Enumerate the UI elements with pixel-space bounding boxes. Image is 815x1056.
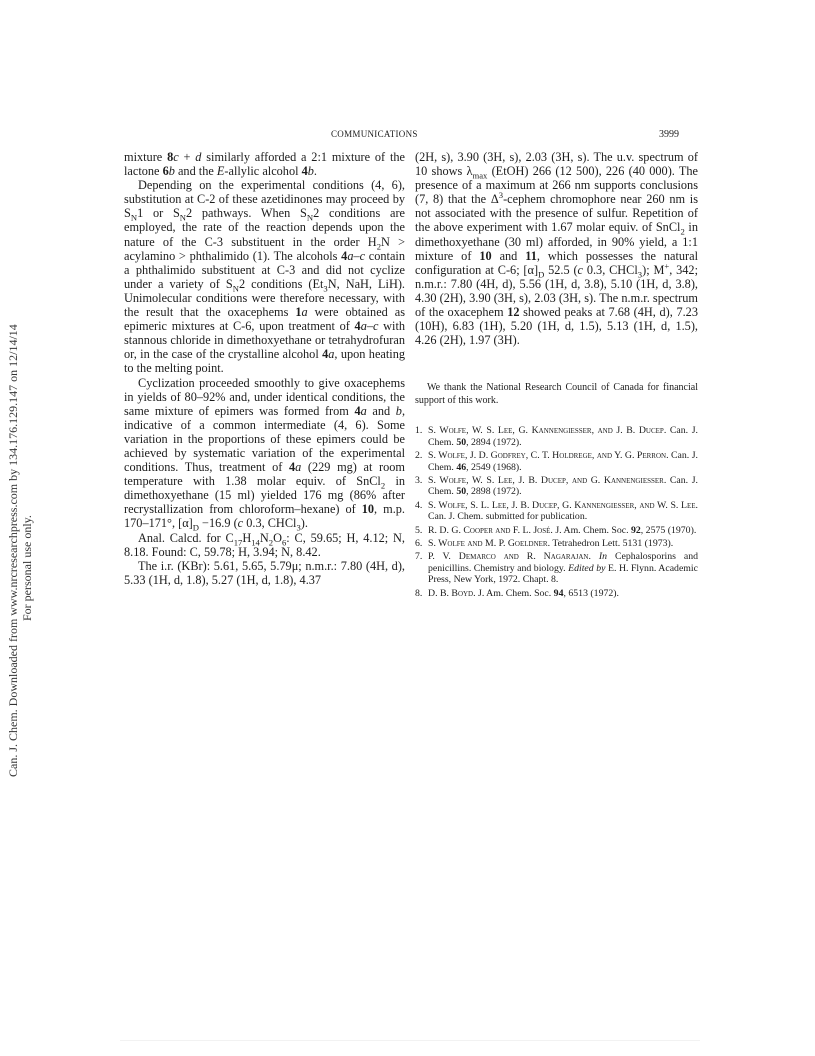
running-head: COMMUNICATIONS: [331, 129, 418, 139]
reference-item: 8. D. B. Boyd. J. Am. Chem. Soc. 94, 6513 (1972).: [415, 587, 619, 599]
paragraph: (2H, s), 3.90 (3H, s), 2.03 (3H, s). The u.v. spectrum of 10 shows $\lambda_{max}$ (EtOH) 266 (12 500), 226 (40 000). The presence of a maximum at 266 nm supports conclusions (7, 8) that the $\Delta^3$-cephem chromophore near 260 nm is not associated with the presence of sulfur. Repetition of the above experiment with 1.67 molar equiv. of SnCl$_2$ in dimethoxyethane (30 ml) afforded, in 90% yield, a 1:1 mixture of 10 and 11, which possesses the natural configuration at C-6; $[\alpha]_D$ 52.5 (c 0.3, CHCl$_3$); M+, 342; n.m.r.: 7.80 (4H, d), 5.56 (1H, d, 3.8), 5.10 (1H, d, 3.8), 4.30 (2H), 3.90 (3H, s), 2.03 (3H, s). The n.m.r. spectrum of the oxacephem 12 showed peaks at 7.68 (4H, d), 7.23 (10H), 6.83 (1H), 5.20 (1H, d, 1.5), 5.13 (1H, d, 1.5), 4.26 (2H), 1.97 (3H).: [415, 150, 699, 348]
left-column: [124, 150, 405, 587]
download-watermark: [0, 0, 40, 1056]
reference-item: 5. R. D. G. Cooper and F. L. José. J. Am. Chem. Soc. 92, 2575 (1970).: [415, 524, 697, 536]
paragraph: The i.r. (KBr): 5.61, 5.65, 5.79μ; n.m.r.: 7.80 (4H, d), 5.33 (1H, d, 1.8), 5.27 (1H, d, 1.8), 4.37: [124, 558, 405, 587]
paragraph: Anal. Calcd. for $C_{17}H_{14}N_2O_6$: C, 59.65; H, 4.12; N, 8.18. Found: C, 59.78; H, 3.94; N, 8.42.: [124, 530, 405, 559]
paragraph: Cyclization proceeded smoothly to give oxacephems in yields of 80–92% and, under identical conditions, the same mixture of epimers was formed from 4a and b, indicative of a common intermediate (4, 6). Some variation in the proportions of these epimers could be achieved by systematic variation of the experimental conditions. Thus, treatment of 4a (229 mg) at room temperature with 1.38 molar equiv. of SnCl$_2$ in dimethoxyethane (15 ml) yielded 176 mg (86% after recrystallization from chloroform–hexane) of 10, m.p. 170–171°, $[\alpha]_D -16.9$ (c 0.3, CHCl$_3$).: [124, 375, 406, 533]
personal-use-notice: For personal use only.: [20, 515, 34, 621]
download-notice: Can. J. Chem. Downloaded from www.nrcresearchpress.com by 134.176.129.147 on 12/14/14: [6, 324, 20, 777]
reference-item: 3. S. Wolfe, W. S. Lee, J. B. Ducep, and G. Kannengiesser. Can. J. Chem. 50, 2898 (1972).: [415, 474, 699, 498]
reference-item: 1. S. Wolfe, W. S. Lee, G. Kannengiesser, and J. B. Ducep. Can. J. Chem. 50, 2894 (1972).: [415, 425, 699, 448]
scan-artifact: [120, 1040, 700, 1041]
paragraph: Depending on the experimental conditions (4, 6), substitution at C-2 of these azetidinones may proceed by $S_N1$ or $S_N2$ pathways. When $S_N2$ conditions are employed, the rate of the reaction depends upon the nature of the C-3 substituent in the order $H_2N$ > acylamino > phthalimido (1). The alcohols 4a–c contain a phthalimido substituent at C-3 and did not cyclize under a variety of $S_N2$ conditions ($Et_3N$, NaH, LiH). Unimolecular conditions were therefore necessary, with the result that the oxacephems 1a were obtained as epimeric mixtures at C-6, upon treatment of 4a–c with stannous chloride in dimethoxyethane or tetrahydrofuran or, in the case of the crystalline alcohol 4a, upon heating to the melting point.: [124, 178, 406, 376]
reference-item: 6. S. Wolfe and M. P. Goeldner. Tetrahedron Lett. 5131 (1973).: [415, 537, 674, 549]
reference-item: 4. S. Wolfe, S. L. Lee, J. B. Ducep, G. Kannengiesser, and W. S. Lee. Can. J. Chem. submitted for publication.: [415, 499, 698, 523]
reference-list: [415, 425, 698, 599]
acknowledgement: We thank the National Research Council of Canada for financial support of this work.: [415, 382, 698, 407]
reference-item: 2. S. Wolfe, J. D. Godfrey, C. T. Holdrege, and Y. G. Perron. Can. J. Chem. 46, 2549 (1968).: [415, 450, 698, 473]
reference-item: 7. P. V. Demarco and R. Nagarajan. In Cephalosporins and penicillins. Chemistry and biology. Edited by E. H. Flynn. Academic Press, New York, 1972. Chapt. 8.: [415, 551, 698, 586]
paragraph: mixture 8c + d similarly afforded a 2:1 mixture of the lactone 6b and the E-allylic alcohol 4b.: [124, 150, 405, 179]
page-number: 3999: [659, 129, 679, 140]
right-column: [415, 150, 698, 601]
